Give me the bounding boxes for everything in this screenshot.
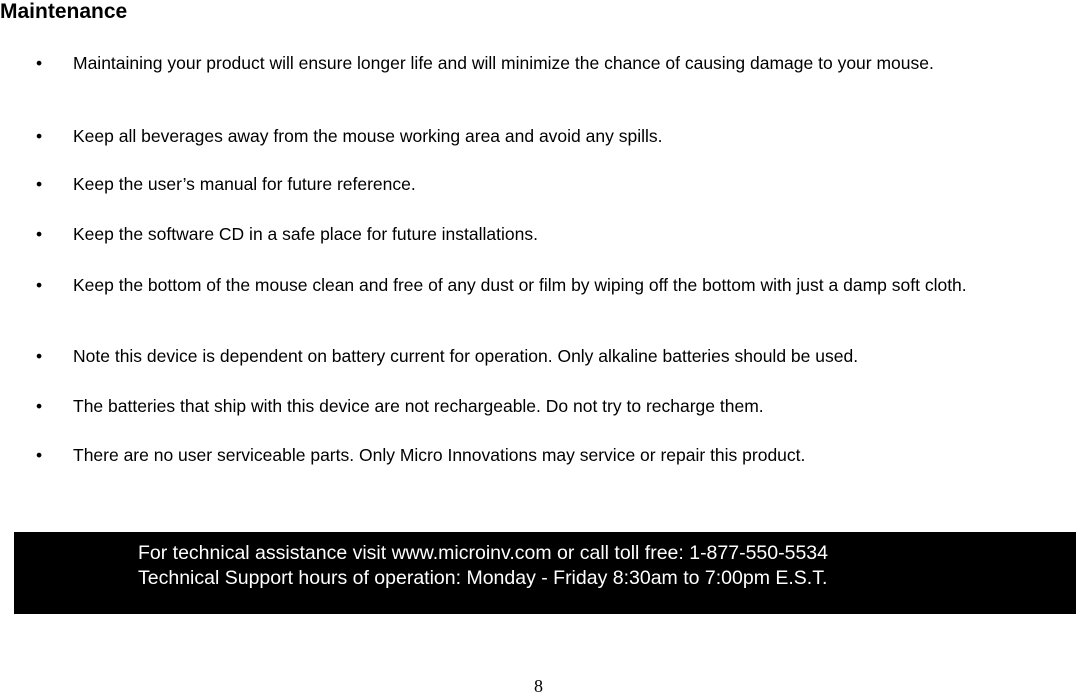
list-item-text: There are no user serviceable parts. Only Micro Innovations may service or repair this product. xyxy=(73,445,806,465)
list-item-text: Keep the user’s manual for future reference. xyxy=(73,174,416,194)
section-heading: Maintenance xyxy=(0,0,128,23)
bullet-icon: • xyxy=(36,126,43,146)
bullet-icon: • xyxy=(36,174,43,194)
support-hours-text: Technical Support hours of operation: Monday - Friday 8:30am to 7:00pm E.S.T. xyxy=(138,567,828,589)
bullet-icon: • xyxy=(36,396,43,416)
list-item-text: Keep all beverages away from the mouse working area and avoid any spills. xyxy=(73,126,663,146)
bullet-icon: • xyxy=(36,445,43,465)
bullet-icon: • xyxy=(36,53,43,73)
page-number: 8 xyxy=(534,676,543,696)
list-item-text: Keep the bottom of the mouse clean and free of any dust or film by wiping off the bottom with just a damp soft cloth. xyxy=(73,275,967,295)
bullet-icon: • xyxy=(36,275,43,295)
list-item-text: The batteries that ship with this device are not rechargeable. Do not try to recharge them. xyxy=(73,396,764,416)
support-banner xyxy=(14,532,1076,614)
list-item-text: Maintaining your product will ensure longer life and will minimize the chance of causing damage to your mouse. xyxy=(73,53,934,73)
list-item-text: Keep the software CD in a safe place for future installations. xyxy=(73,224,538,244)
bullet-icon: • xyxy=(36,224,43,244)
support-contact-text: For technical assistance visit www.microinv.com or call toll free: 1-877-550-5534 xyxy=(138,542,828,564)
bullet-icon: • xyxy=(36,346,43,366)
list-item-text: Note this device is dependent on battery current for operation. Only alkaline batteries should be used. xyxy=(73,346,859,366)
